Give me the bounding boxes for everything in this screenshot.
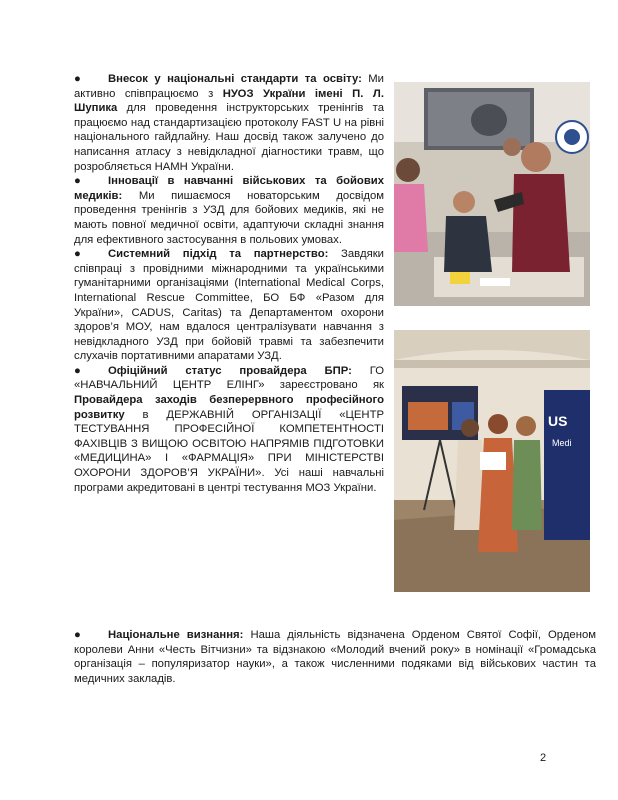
- item-bold-text: НУОЗ України імені П. Л. Шупика: [74, 87, 384, 115]
- banner-text-med: Medi: [552, 438, 572, 448]
- item-text: в ДЕРЖАВНІЙ ОРГАНІЗАЦІЇ «ЦЕНТР ТЕСТУВАННЯ ПРОФЕСІЙНОЇ КОМПЕТЕНТНОСТІ ФАХІВЦІВ З ВИЩОЮ ОСВІТОЮ НАПРЯМІВ ПІДГОТОВКИ «МЕДИЦИНА» І «ФАРМАЦІЯ» ПРИ МІНІСТЕРСТВІ ОХОРОНИ ЗДОРОВ’Я УКРАЇНИ». Усі наші навчальні програми акредитовані в центрі тестування МОЗ України.: [74, 408, 384, 494]
- list-item: [74, 247, 384, 364]
- item-text: Ми активно співпрацюємо з: [74, 73, 384, 100]
- bullet-icon: ●: [74, 175, 81, 188]
- certificate-photo-image: [394, 330, 590, 592]
- left-text-column: [74, 72, 384, 495]
- item-title: Національне визнання:: [108, 629, 244, 641]
- item-title: Офіційний статус провайдера БПР:: [108, 364, 352, 377]
- item-text: для проведення інструкторських тренінгів та працюємо над стандартизацією протоколу FAST U на рівні національного гайдлайну. Наш досвід також залучено до написання атласу з невідкладної діагностики травм, що розробляється НАМН України.: [74, 102, 384, 173]
- item-text: Наша діяльність відзначена Орденом Святої Софії, Орденом королеви Анни «Честь Вітчизни» та відзнакою «Молодий вчений року» в номінації «Громадська організація – популяризатор науки», а також численними подяками від військових частин та медичних закладів.: [74, 629, 596, 685]
- training-photo-image: [394, 82, 590, 306]
- item-text: Завдяки співпраці з провідними міжнародними та українськими гуманітарними організаціями (International Medical Corps, International Rescue Committee, БО БФ «Разом для України», CADUS, Caritas) та Департаментом охорони здоров’я МОУ, нам вдалося централізувати навчання з невідкладного УЗД при бойовій травмі та забезпечити слухачів портативними апаратами УЗД.: [74, 248, 384, 363]
- list-item: [74, 72, 384, 174]
- full-width-text: [74, 628, 596, 686]
- list-item: [74, 364, 384, 495]
- item-bold-text: Провайдера заходів безперервного професійного розвитку: [74, 394, 384, 421]
- banner-text-usa: US: [548, 413, 568, 429]
- bullet-icon: ●: [74, 629, 81, 641]
- item-text: ГО «НАВЧАЛЬНИЙ ЦЕНТР ЕЛІНГ» зареєстровано як: [74, 364, 384, 392]
- bullet-icon: ●: [74, 364, 81, 377]
- bullet-icon: ●: [74, 248, 81, 261]
- item-text: Ми пишаємося новаторським досвідом проведення тренінгів з УЗД для бойових медиків, які не мають повної медичної освіти, адаптуючи складні знання для ефективного застосування в польових умовах.: [74, 189, 384, 246]
- item-title: Внесок у національні стандарти та освіту:: [108, 73, 362, 85]
- certificate-photo: [394, 330, 590, 592]
- bullet-icon: ●: [74, 73, 81, 85]
- item-title: Системний підхід та партнерство:: [108, 248, 329, 261]
- list-item: [74, 628, 596, 686]
- training-photo: [394, 82, 590, 306]
- item-title: Інновації в навчанні військових та бойових медиків:: [74, 175, 384, 202]
- list-item: [74, 174, 384, 247]
- page-number: 2: [540, 752, 547, 764]
